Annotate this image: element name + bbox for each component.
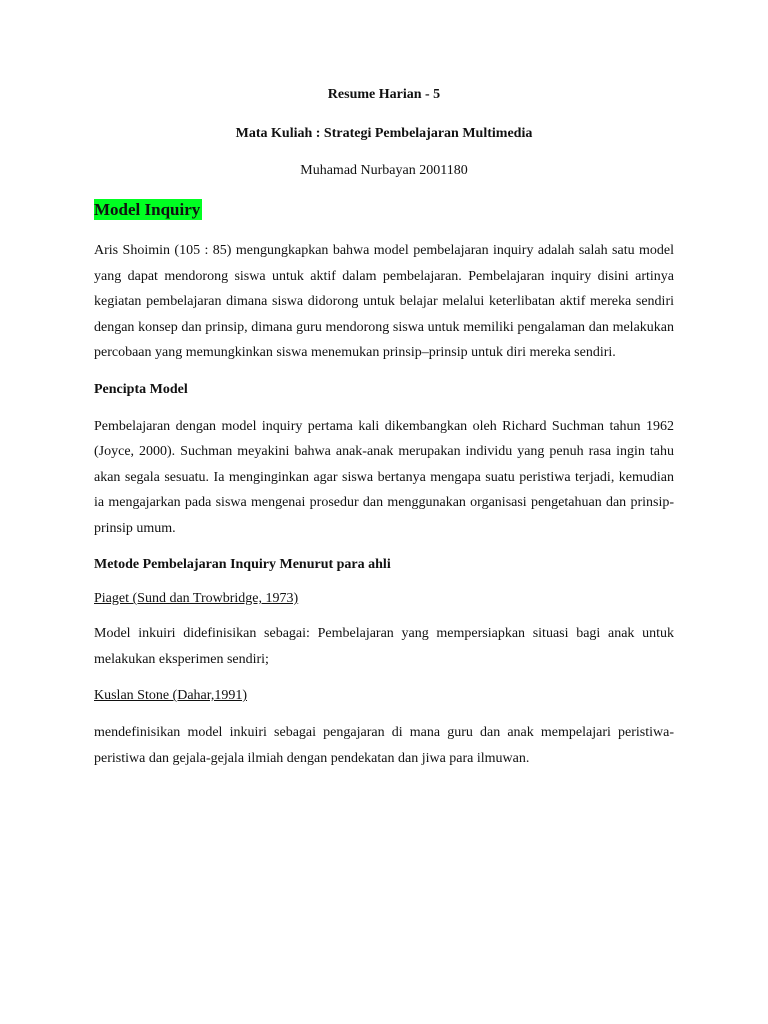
intro-paragraph: Aris Shoimin (105 : 85) mengungkapkan bahwa model pembelajaran inquiry adalah salah satu model yang dapat mendorong siswa untuk aktif dalam pembelajaran. Pembelajaran inquiry disini artinya kegiatan pembelajaran dimana siswa didorong untuk belajar melalui keterlibatan aktif mereka sendiri dengan konsep dan prinsip, dimana guru mendorong siswa untuk memiliki pengalaman dan melakukan percobaan yang memungkinkan siswa menemukan prinsip–prinsip untuk diri mereka sendiri. (94, 243, 674, 360)
expert-source-piaget: Piaget (Sund dan Trowbridge, 1973) (94, 591, 299, 606)
expert-source-kuslan: Kuslan Stone (Dahar,1991) (94, 688, 248, 703)
course-name: Mata Kuliah : Strategi Pembelajaran Multimedia (235, 126, 533, 141)
creator-heading: Pencipta Model (94, 381, 188, 397)
document-title: Resume Harian - 5 (327, 87, 441, 102)
expert-text-kuslan: mendefinisikan model inkuiri sebagai pengajaran di mana guru dan anak mempelajari peristiwa-peristiwa dan gejala-gejala ilmiah dengan pendekatan dan jiwa para ilmuwan. (94, 725, 674, 766)
highlighted-heading-text: Model Inquiry (94, 200, 201, 219)
expert-text-piaget: Model inkuiri didefinisikan sebagai: Pembelajaran yang mempersiapkan situasi bagi anak untuk melakukan eksperimen sendiri; (94, 626, 674, 667)
author-line: Muhamad Nurbayan 2001180 (300, 163, 468, 178)
methods-heading: Metode Pembelajaran Inquiry Menurut para ahli (94, 557, 391, 572)
creator-paragraph: Pembelajaran dengan model inquiry pertama kali dikembangkan oleh Richard Suchman tahun 1962 (Joyce, 2000). Suchman meyakini bahwa anak-anak merupakan individu yang penuh rasa ingin tahu akan segala sesuatu. Ia menginginkan agar siswa bertanya mengapa suatu peristiwa terjadi, kemudian ia mengajarkan pada siswa mengenai prosedur dan menggunakan organisasi pengetahuan dan prinsip-prinsip umum. (94, 418, 674, 536)
section-heading (94, 199, 674, 222)
